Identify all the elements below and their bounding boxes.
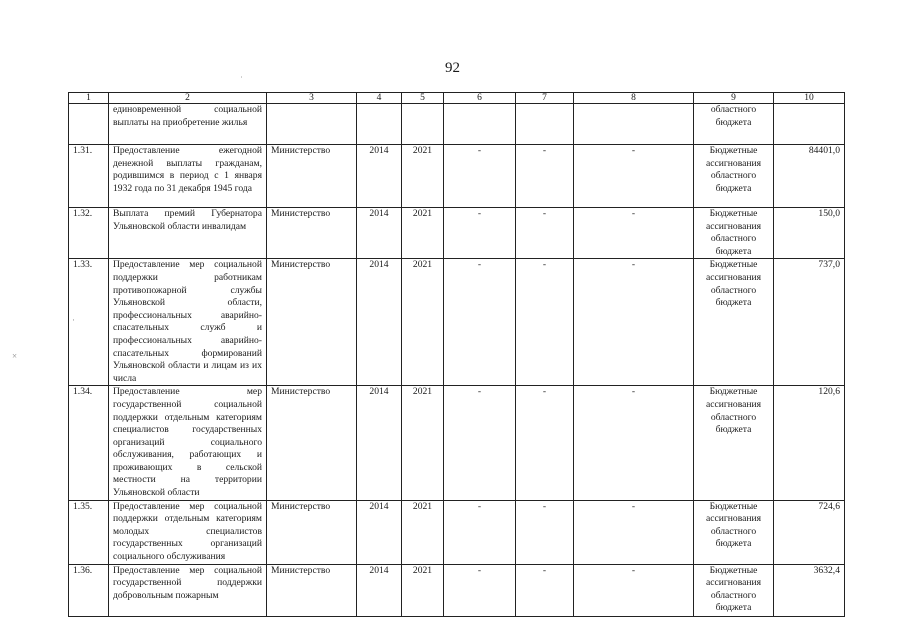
row-number: 1.31. xyxy=(69,145,109,208)
start-year: 2014 xyxy=(357,500,402,564)
column-8-value: - xyxy=(574,386,694,500)
executor: Министерство xyxy=(267,386,357,500)
column-7-value xyxy=(516,104,574,145)
executor: Министерство xyxy=(267,564,357,616)
amount: 84401,0 xyxy=(774,145,845,208)
funding-source: областного бюджета xyxy=(694,104,774,145)
executor: Министерство xyxy=(267,500,357,564)
row-number: 1.32. xyxy=(69,208,109,259)
start-year xyxy=(357,104,402,145)
column-8-value: - xyxy=(574,208,694,259)
funding-source: Бюджетные ассигнования областного бюджета xyxy=(694,500,774,564)
end-year: 2021 xyxy=(402,386,444,500)
measure-name: Предоставление мер государственной социальной поддержки отдельным категориям специалистов государственных организаций социального обслуживания, работающих и проживающих в сельской местности на территории Ульяновской области xyxy=(109,386,267,500)
start-year: 2014 xyxy=(357,145,402,208)
funding-source: Бюджетные ассигнования областного бюджета xyxy=(694,259,774,386)
measure-name: Предоставление ежегодной денежной выплаты гражданам, родившимся в период с 1 января 1932 года по 31 декабря 1945 года xyxy=(109,145,267,208)
end-year: 2021 xyxy=(402,145,444,208)
table-row xyxy=(69,259,845,386)
column-header: 3 xyxy=(267,93,357,104)
row-number: 1.35. xyxy=(69,500,109,564)
end-year: 2021 xyxy=(402,564,444,616)
measure-name: Предоставление мер социальной поддержки работникам противопожарной службы Ульяновской области, профессиональных аварийно-спасательных служб и профессиональных аварийно-спасательных формирований Ульяновской области и лицам из их числа xyxy=(109,259,267,386)
measure-name: Предоставление мер социальной государственной поддержки добровольным пожарным xyxy=(109,564,267,616)
row-number: 1.34. xyxy=(69,386,109,500)
column-8-value: - xyxy=(574,500,694,564)
funding-source: Бюджетные ассигнования областного бюджета xyxy=(694,208,774,259)
table-row xyxy=(69,104,845,145)
column-8-value: - xyxy=(574,259,694,386)
funding-source: Бюджетные ассигнования областного бюджета xyxy=(694,564,774,616)
column-8-value: - xyxy=(574,564,694,616)
table-row xyxy=(69,145,845,208)
column-header: 6 xyxy=(444,93,516,104)
start-year: 2014 xyxy=(357,564,402,616)
column-header: 8 xyxy=(574,93,694,104)
amount: 3632,4 xyxy=(774,564,845,616)
column-6-value: - xyxy=(444,208,516,259)
scan-speck: ˙ xyxy=(240,75,243,85)
scan-speck: × xyxy=(12,351,18,361)
program-measures-table xyxy=(68,92,845,617)
executor: Министерство xyxy=(267,145,357,208)
amount: 737,0 xyxy=(774,259,845,386)
end-year: 2021 xyxy=(402,500,444,564)
end-year: 2021 xyxy=(402,208,444,259)
column-6-value: - xyxy=(444,500,516,564)
column-header: 5 xyxy=(402,93,444,104)
row-number: 1.33. xyxy=(69,259,109,386)
start-year: 2014 xyxy=(357,259,402,386)
measure-name: Выплата премий Губернатора Ульяновской области инвалидам xyxy=(109,208,267,259)
executor: Министерство xyxy=(267,259,357,386)
row-number: 1.36. xyxy=(69,564,109,616)
column-6-value: - xyxy=(444,145,516,208)
row-number xyxy=(69,104,109,145)
scan-speck: · xyxy=(72,315,75,325)
executor: Министерство xyxy=(267,208,357,259)
column-7-value: - xyxy=(516,145,574,208)
column-6-value: - xyxy=(444,386,516,500)
column-8-value: - xyxy=(574,145,694,208)
column-header: 1 xyxy=(69,93,109,104)
measure-name: единовременной социальной выплаты на приобретение жилья xyxy=(109,104,267,145)
table-row xyxy=(69,564,845,616)
table-row xyxy=(69,208,845,259)
end-year: 2021 xyxy=(402,259,444,386)
amount xyxy=(774,104,845,145)
column-6-value: - xyxy=(444,259,516,386)
column-6-value xyxy=(444,104,516,145)
column-6-value: - xyxy=(444,564,516,616)
column-7-value: - xyxy=(516,500,574,564)
column-7-value: - xyxy=(516,564,574,616)
executor xyxy=(267,104,357,145)
table-row xyxy=(69,500,845,564)
funding-source: Бюджетные ассигнования областного бюджета xyxy=(694,145,774,208)
column-8-value xyxy=(574,104,694,145)
start-year: 2014 xyxy=(357,208,402,259)
column-number-row xyxy=(69,93,845,104)
page-number: 92 xyxy=(445,60,460,76)
column-header: 4 xyxy=(357,93,402,104)
column-header: 10 xyxy=(774,93,845,104)
table-row xyxy=(69,386,845,500)
column-7-value: - xyxy=(516,208,574,259)
column-header: 9 xyxy=(694,93,774,104)
amount: 150,0 xyxy=(774,208,845,259)
column-7-value: - xyxy=(516,259,574,386)
column-header: 2 xyxy=(109,93,267,104)
end-year xyxy=(402,104,444,145)
amount: 724,6 xyxy=(774,500,845,564)
measure-name: Предоставление мер социальной поддержки отдельным категориям молодых специалистов государственных организаций социального обслуживания xyxy=(109,500,267,564)
column-header: 7 xyxy=(516,93,574,104)
column-7-value: - xyxy=(516,386,574,500)
start-year: 2014 xyxy=(357,386,402,500)
funding-source: Бюджетные ассигнования областного бюджета xyxy=(694,386,774,500)
amount: 120,6 xyxy=(774,386,845,500)
